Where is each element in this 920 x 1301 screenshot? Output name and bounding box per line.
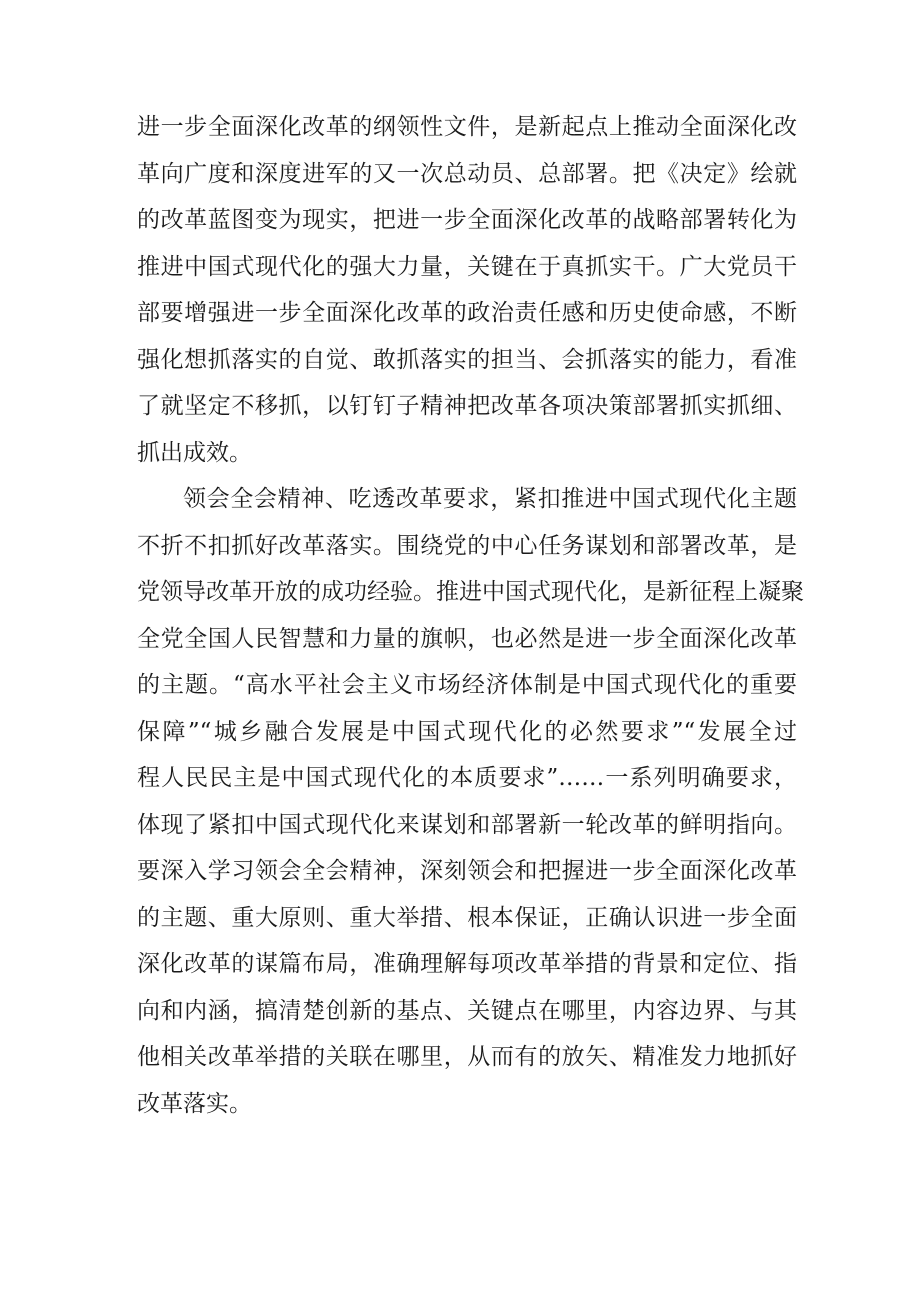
text-line: 不折不扣抓好改革落实。围绕党的中心任务谋划和部署改革，是 bbox=[137, 532, 797, 559]
text-line: 深化改革的谋篇布局，准确理解每项改革举措的背景和定位、指 bbox=[137, 951, 797, 977]
text-line: 体现了紧扣中国式现代化来谋划和部署新一轮改革的鲜明指向。 bbox=[137, 811, 797, 838]
text-line: 革向广度和深度进军的又一次总动员、总部署。把《决定》绘就 bbox=[137, 160, 797, 187]
text-line: 部要增强进一步全面深化改革的政治责任感和历史使命感，不断 bbox=[137, 300, 797, 326]
text-line: 他相关改革举措的关联在哪里，从而有的放矢、精准发力地抓好 bbox=[137, 1044, 797, 1070]
text-line: 改革落实。 bbox=[137, 1090, 252, 1117]
paragraph-1 bbox=[137, 104, 797, 476]
text-line: 领会全会精神、吃透改革要求，紧扣推进中国式现代化主题 bbox=[183, 486, 797, 512]
text-line: 进一步全面深化改革的纲领性文件，是新起点上推动全面深化改 bbox=[137, 114, 797, 140]
text-line: 抓出成效。 bbox=[137, 439, 252, 466]
text-line: 的主题。“高水平社会主义市场经济体制是中国式现代化的重要 bbox=[137, 672, 797, 698]
text-line: 党领导改革开放的成功经验。推进中国式现代化，是新征程上凝聚 bbox=[137, 579, 804, 605]
text-line: 程人民民主是中国式现代化的本质要求”……一系列明确要求， bbox=[137, 765, 797, 791]
paragraph-2 bbox=[137, 476, 804, 1127]
text-line: 保障”“城乡融合发展是中国式现代化的必然要求”“发展全过 bbox=[137, 718, 797, 745]
text-line: 的改革蓝图变为现实，把进一步全面深化改革的战略部署转化为 bbox=[137, 207, 797, 233]
text-line: 了就坚定不移抓，以钉钉子精神把改革各项决策部署抓实抓细、 bbox=[137, 393, 797, 419]
text-line: 推进中国式现代化的强大力量，关键在于真抓实干。广大党员干 bbox=[137, 253, 797, 280]
text-line: 的主题、重大原则、重大举措、根本保证，正确认识进一步全面 bbox=[137, 904, 797, 931]
text-line: 向和内涵，搞清楚创新的基点、关键点在哪里，内容边界、与其 bbox=[137, 997, 797, 1024]
text-line: 要深入学习领会全会精神，深刻领会和把握进一步全面深化改革 bbox=[137, 858, 797, 884]
text-line: 强化想抓落实的自觉、敢抓落实的担当、会抓落实的能力，看准 bbox=[137, 346, 797, 373]
text-line: 全党全国人民智慧和力量的旗帜，也必然是进一步全面深化改革 bbox=[137, 625, 797, 652]
body-text bbox=[137, 104, 804, 1127]
